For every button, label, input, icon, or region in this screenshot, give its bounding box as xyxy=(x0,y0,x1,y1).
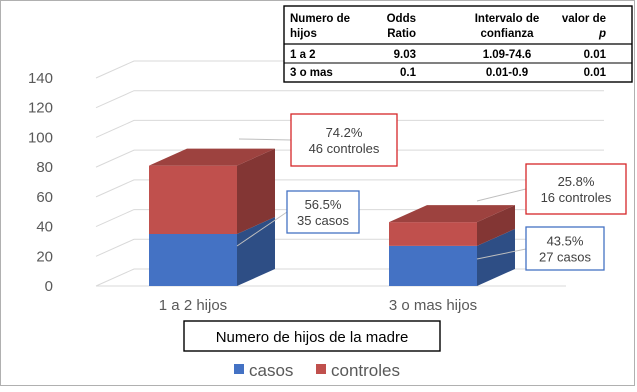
chart-svg xyxy=(1,1,636,387)
legend xyxy=(234,361,400,380)
table-cell: 9.03 xyxy=(393,49,416,61)
bar-front xyxy=(149,234,237,286)
bar-segment-controles xyxy=(149,149,275,234)
table-cell: 0.01-0.9 xyxy=(485,67,529,79)
table-header: Odds xyxy=(386,13,416,25)
legend-swatch xyxy=(234,364,244,374)
category-label: 3 o mas hijos xyxy=(388,297,478,314)
legend-swatch xyxy=(316,364,326,374)
callout-box xyxy=(291,114,397,166)
x-axis-title-text: Numero de hijos de la madre xyxy=(215,329,409,346)
table-cell: 3 o mas xyxy=(290,67,333,79)
y-tick-label: 40 xyxy=(36,218,53,236)
table-cell: 1 a 2 xyxy=(290,49,316,61)
callout-count: 35 casos xyxy=(296,213,350,228)
table-header: valor de xyxy=(561,13,606,25)
table-header: Numero de xyxy=(290,13,351,25)
bar-front xyxy=(149,166,237,234)
legend-label: casos xyxy=(249,361,294,380)
gridline xyxy=(96,91,604,108)
y-tick-labels xyxy=(28,70,53,295)
callout-count: 27 casos xyxy=(538,249,592,265)
callout-leader xyxy=(477,189,526,201)
y-tick-label: 120 xyxy=(27,99,53,117)
table-header: Intervalo de xyxy=(474,13,540,25)
callout-percent: 25.8% xyxy=(557,174,595,189)
y-tick-label: 60 xyxy=(36,188,53,206)
bar-front xyxy=(389,246,477,286)
table-header: p xyxy=(598,28,606,40)
callout-percent: 43.5% xyxy=(546,233,584,249)
legend-label: controles xyxy=(331,361,400,380)
bar-front xyxy=(389,222,477,246)
table-header: confianza xyxy=(480,28,534,40)
y-tick-label: 20 xyxy=(36,248,53,266)
category-label: 1 a 2 hijos xyxy=(158,297,228,314)
callout-count: 16 controles xyxy=(540,190,612,205)
odds-ratio-table xyxy=(284,6,632,82)
y-tick-label: 100 xyxy=(27,129,53,147)
y-tick-label: 80 xyxy=(36,159,53,177)
table-cell: 0.01 xyxy=(583,67,606,79)
callout-percent: 74.2% xyxy=(325,125,363,140)
x-axis-title xyxy=(184,321,440,351)
y-tick-label: 140 xyxy=(27,70,53,87)
callout-box xyxy=(526,164,626,214)
table-header: Ratio xyxy=(387,28,416,40)
category-labels xyxy=(159,297,477,314)
callout-leader xyxy=(239,139,291,140)
table-cell: 0.1 xyxy=(400,67,416,79)
table-header: hijos xyxy=(290,28,317,40)
callout-percent: 56.5% xyxy=(304,197,342,212)
callout-count: 46 controles xyxy=(308,141,380,156)
legend-item xyxy=(316,361,400,380)
legend-item xyxy=(234,361,293,380)
table-cell: 1.09-74.6 xyxy=(482,49,532,61)
y-tick-label: 0 xyxy=(44,278,53,295)
table-cell: 0.01 xyxy=(583,49,606,61)
